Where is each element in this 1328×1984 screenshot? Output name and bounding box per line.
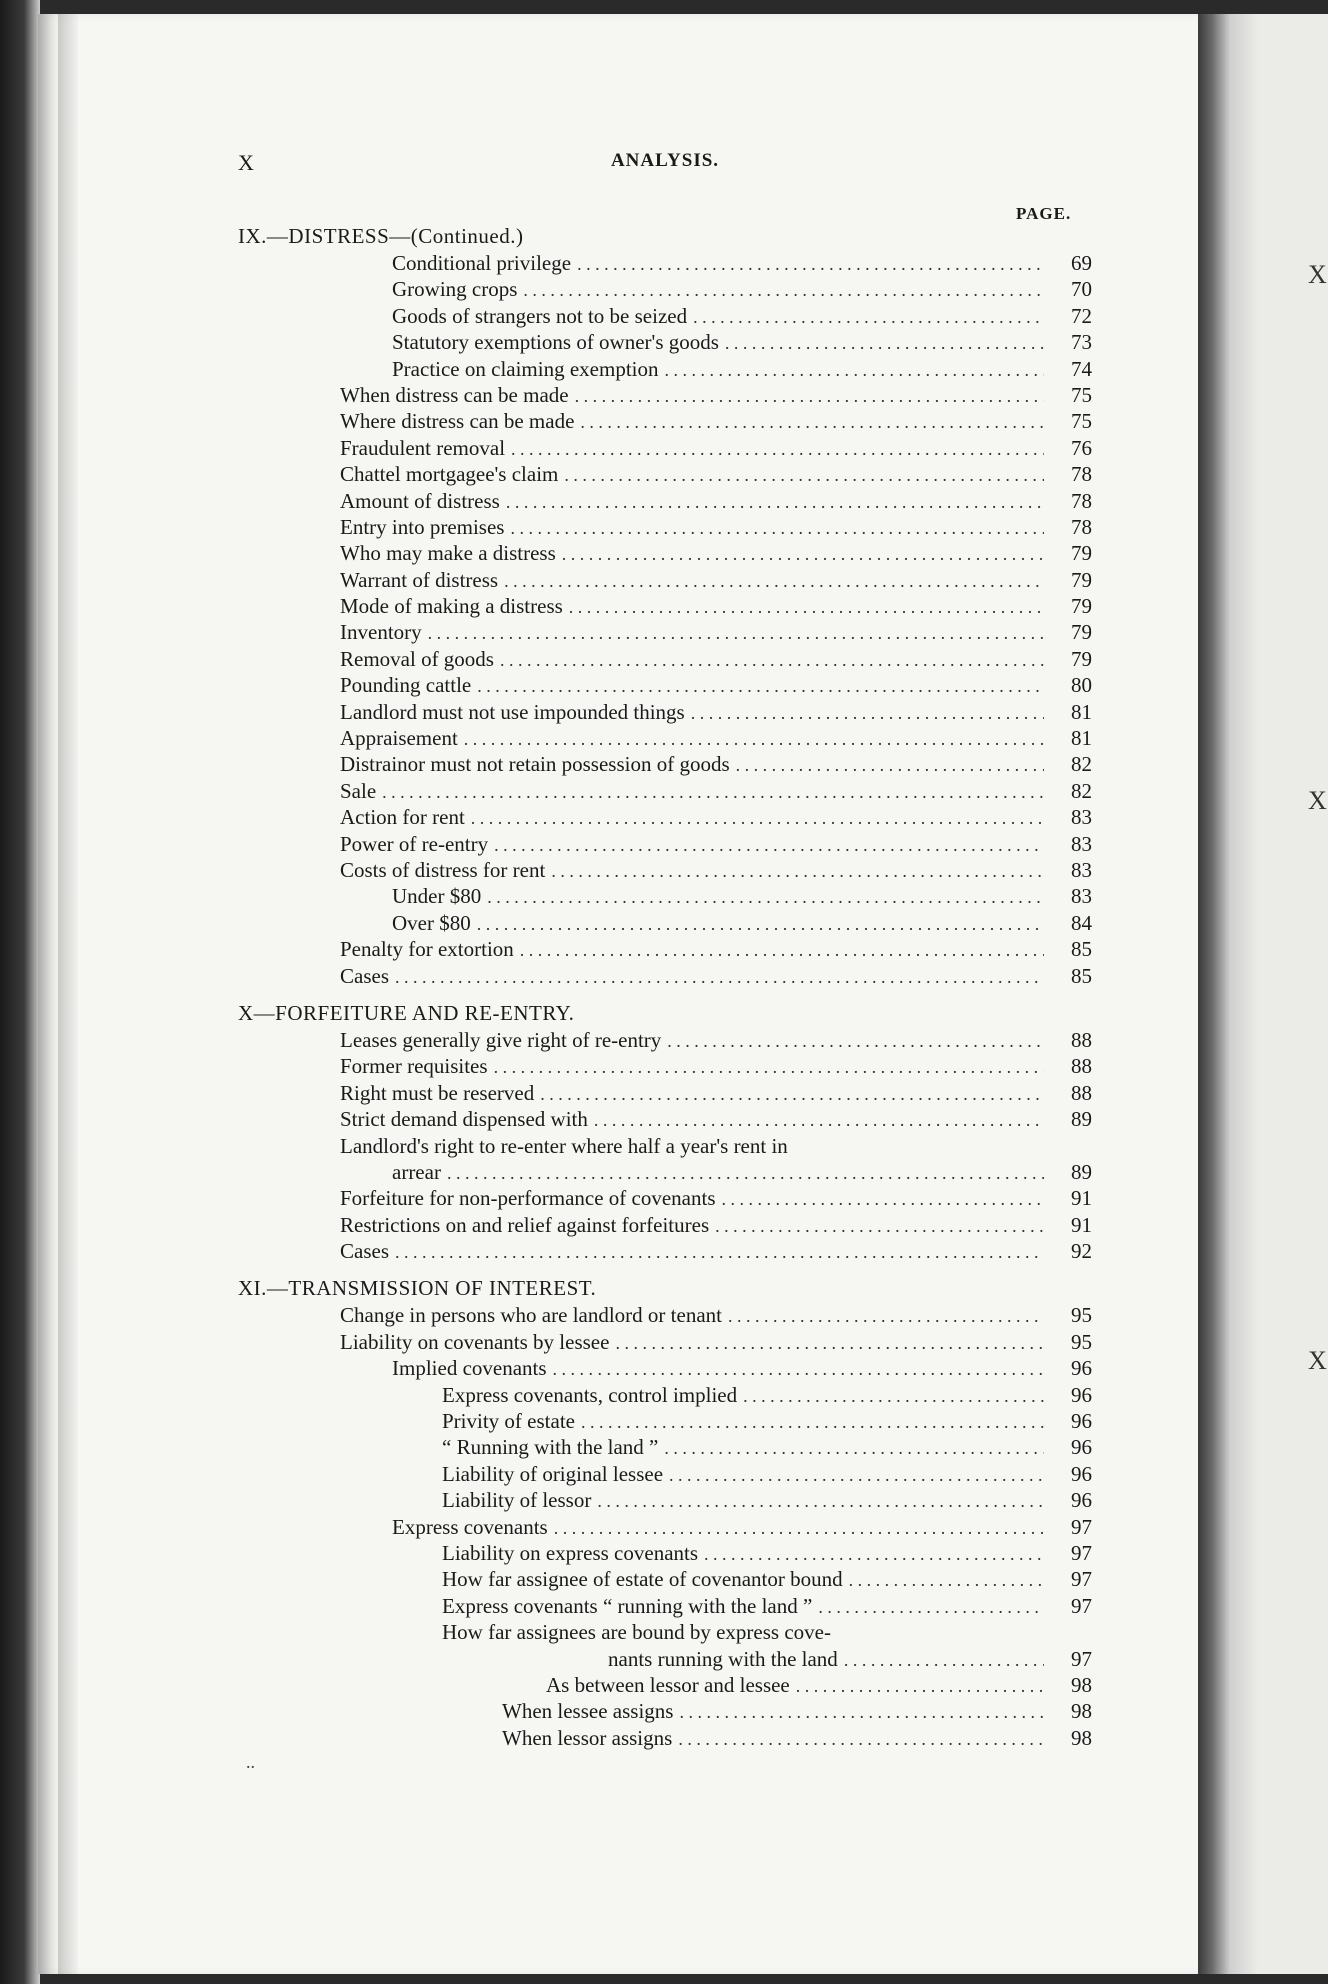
toc-entry-page: 97: [1071, 1540, 1092, 1565]
toc-entry-page: 85: [1071, 963, 1092, 988]
toc-entry-page: 76: [1071, 435, 1092, 460]
dot-leader: [523, 277, 1044, 303]
dot-leader: [511, 436, 1044, 462]
toc-entry-continuation: [238, 1646, 1092, 1672]
dot-leader: [500, 647, 1044, 673]
toc-entry-label: Leases generally give right of re-entry: [340, 1027, 662, 1052]
dot-leader: [494, 1054, 1044, 1080]
dot-leader: [447, 1160, 1044, 1186]
toc-entry: [238, 356, 1092, 382]
dot-leader: [743, 1383, 1044, 1409]
dot-leader: [562, 541, 1044, 567]
toc-entry: [238, 936, 1092, 962]
toc-entry-page: 98: [1071, 1672, 1092, 1697]
dot-leader: [844, 1647, 1044, 1673]
toc-entry-page: 96: [1071, 1488, 1092, 1513]
toc-entry-label: Liability on covenants by lessee: [340, 1329, 610, 1354]
toc-entry: [238, 408, 1092, 434]
toc-entry-page: 82: [1071, 778, 1092, 803]
toc-entry: [238, 1106, 1092, 1132]
toc-entry-label: Over $80: [392, 910, 471, 935]
toc-entry-page: 72: [1071, 303, 1092, 328]
toc-entry-page: 70: [1071, 277, 1092, 302]
adjacent-page-edge: [1198, 14, 1328, 1974]
toc-entry: [238, 1487, 1092, 1513]
toc-entry-page: 82: [1071, 752, 1092, 777]
toc-entry: [238, 540, 1092, 566]
toc-entry-page: 78: [1071, 488, 1092, 513]
section-heading: X—FORFEITURE AND RE-ENTRY.: [238, 1000, 575, 1025]
dot-leader: [691, 700, 1044, 726]
toc-entry-label: arrear: [392, 1159, 441, 1184]
toc-entry: [238, 646, 1092, 672]
toc-entry-page: 78: [1071, 514, 1092, 539]
toc-entry-page: 79: [1071, 646, 1092, 671]
dot-leader: [704, 1541, 1044, 1567]
toc-entry-label: Warrant of distress: [340, 567, 499, 592]
toc-entry-page: 96: [1071, 1409, 1092, 1434]
dot-leader: [575, 383, 1044, 409]
toc-entry-page: 84: [1071, 910, 1092, 935]
toc-entry-page: 91: [1071, 1212, 1092, 1237]
toc-entry: [238, 1698, 1092, 1724]
toc-entry-label: Under $80: [392, 884, 482, 909]
adjacent-page-fragment: X: [1308, 786, 1327, 815]
toc-entry-label: As between lessor and lessee: [546, 1672, 790, 1697]
toc-entry: [238, 1408, 1092, 1434]
toc-entry-page: 79: [1071, 541, 1092, 566]
stray-mark: ..: [246, 1752, 255, 1772]
toc-entry-label: Strict demand dispensed with: [340, 1107, 588, 1132]
toc-entry-label: Power of re-entry: [340, 831, 489, 856]
toc-entry: [238, 514, 1092, 540]
toc-entry-page: 96: [1071, 1435, 1092, 1460]
toc-entry-label: Pounding cattle: [340, 673, 472, 698]
toc-entry: [238, 1434, 1092, 1460]
toc-entry-page: 69: [1071, 251, 1092, 275]
toc-entry: [238, 1461, 1092, 1487]
toc-entry-page: 74: [1071, 356, 1092, 381]
toc-entry-label: Right must be reserved: [340, 1080, 535, 1105]
dot-leader: [669, 1462, 1044, 1488]
toc-entry: [238, 778, 1092, 804]
toc-entry-page: 98: [1071, 1699, 1092, 1724]
toc-entry-page: 91: [1071, 1186, 1092, 1211]
toc-entry-page: 83: [1071, 884, 1092, 909]
toc-entry-page: 96: [1071, 1356, 1092, 1381]
toc-entry-label: “ Running with the land ”: [442, 1435, 659, 1460]
dot-leader: [818, 1594, 1044, 1620]
dot-leader: [849, 1567, 1044, 1593]
toc-entry-label: Who may make a distress: [340, 541, 556, 566]
dot-leader: [395, 964, 1044, 990]
toc-entry-page: 89: [1071, 1159, 1092, 1184]
toc-entry: [238, 804, 1092, 830]
toc-entry-label: Amount of distress: [340, 488, 500, 513]
toc-entry: [238, 857, 1092, 883]
toc-entry: [238, 1080, 1092, 1106]
toc-entry-label: Where distress can be made: [340, 409, 575, 434]
toc-entry-label: Statutory exemptions of owner's goods: [392, 330, 719, 355]
toc-entry: [238, 699, 1092, 725]
toc-entry-label: How far assignee of estate of covenantor bound: [442, 1567, 843, 1592]
toc-entry: [238, 567, 1092, 593]
toc-entry: [238, 831, 1092, 857]
dot-leader: [577, 251, 1044, 277]
toc-entry: [238, 1672, 1092, 1698]
toc-entry-page: 97: [1071, 1567, 1092, 1592]
toc-entry-page: 75: [1071, 409, 1092, 434]
toc-entry-label: When lessor assigns: [502, 1725, 673, 1750]
toc-entry: [238, 1053, 1092, 1079]
toc-entry: [238, 1382, 1092, 1408]
page-gutter-shadow: [58, 14, 78, 1974]
toc-entry: [238, 619, 1092, 645]
toc-entry-page: 96: [1071, 1382, 1092, 1407]
toc-entry-label: When lessee assigns: [502, 1699, 674, 1724]
toc-entry: [238, 250, 1092, 276]
dot-leader: [581, 1409, 1044, 1435]
toc-entry-label: Fraudulent removal: [340, 435, 506, 460]
toc-entry-label: Goods of strangers not to be seized: [392, 303, 688, 328]
scan-edge-left: [0, 0, 40, 1984]
toc-entry-label: nants running with the land: [608, 1646, 838, 1671]
dot-leader: [569, 594, 1044, 620]
dot-leader: [580, 409, 1044, 435]
dot-leader: [667, 1028, 1044, 1054]
dot-leader: [428, 620, 1044, 646]
dot-leader: [382, 779, 1044, 805]
toc-entry-label: Privity of estate: [442, 1409, 575, 1434]
toc-entry-label: How far assignees are bound by express cove-: [442, 1620, 831, 1645]
dot-leader: [725, 330, 1044, 356]
toc-entry-label: Practice on claiming exemption: [392, 356, 659, 381]
dot-leader: [477, 673, 1044, 699]
dot-leader: [464, 726, 1044, 752]
toc-entry-label: Express covenants: [392, 1514, 548, 1539]
dot-leader: [553, 1356, 1044, 1382]
toc-entry: [238, 1540, 1092, 1566]
toc-entry: [238, 329, 1092, 355]
section-heading: IX.—DISTRESS—(Continued.): [238, 224, 524, 248]
toc-entry-label: Former requisites: [340, 1054, 488, 1079]
dot-leader: [520, 937, 1044, 963]
dot-leader: [494, 832, 1044, 858]
dot-leader: [736, 752, 1044, 778]
toc-entry: [238, 883, 1092, 909]
toc-entry-label: Cases: [340, 963, 389, 988]
adjacent-page-fragment: X: [1308, 260, 1327, 289]
toc-entry-label: Appraisement: [340, 726, 458, 751]
dot-leader: [395, 1239, 1044, 1265]
toc-entry-label: Sale: [340, 778, 377, 803]
toc-entry-page: 81: [1071, 726, 1092, 751]
dot-leader: [796, 1673, 1044, 1699]
dot-leader: [597, 1488, 1044, 1514]
toc-entry-page: 96: [1071, 1461, 1092, 1486]
table-of-contents: [238, 222, 1092, 1751]
toc-entry: [238, 1566, 1092, 1592]
dot-leader: [554, 1515, 1044, 1541]
dot-leader: [728, 1303, 1044, 1329]
toc-entry-label: Inventory: [340, 620, 422, 645]
toc-entry-label: Conditional privilege: [392, 251, 572, 275]
toc-entry-label: Express covenants, control implied: [442, 1382, 738, 1407]
toc-entry: [238, 1725, 1092, 1751]
toc-entry: [238, 488, 1092, 514]
dot-leader: [679, 1699, 1044, 1725]
toc-entry-label: Express covenants “ running with the land ”: [442, 1593, 813, 1618]
toc-entry-page: 75: [1071, 382, 1092, 407]
toc-entry-page: 81: [1071, 699, 1092, 724]
toc-entry-label: Implied covenants: [392, 1356, 547, 1381]
toc-entry-page: 88: [1071, 1027, 1092, 1052]
dot-leader: [678, 1726, 1044, 1752]
toc-entry-label: Restrictions on and relief against forfeitures: [340, 1212, 710, 1237]
adjacent-page-fragment: X: [1308, 1346, 1327, 1375]
toc-entry-label: Liability of lessor: [442, 1488, 592, 1513]
toc-entry: [238, 963, 1092, 989]
toc-entry-page: 97: [1071, 1646, 1092, 1671]
toc-entry-label: Cases: [340, 1239, 389, 1264]
dot-leader: [564, 462, 1044, 488]
toc-entry: [238, 672, 1092, 698]
toc-entry-page: 92: [1071, 1239, 1092, 1264]
toc-entry-page: 73: [1071, 330, 1092, 355]
toc-entry: [238, 1329, 1092, 1355]
toc-entry: [238, 1027, 1092, 1053]
toc-entry-label: Forfeiture for non-performance of covenants: [340, 1186, 716, 1211]
page-header: [238, 150, 1092, 184]
toc-entry: [238, 382, 1092, 408]
toc-entry-label: Change in persons who are landlord or tenant: [340, 1303, 722, 1328]
toc-entry: [238, 1133, 1092, 1159]
dot-leader: [664, 1435, 1044, 1461]
toc-entry-label: Mode of making a distress: [340, 594, 563, 619]
toc-entry-label: Penalty for extortion: [340, 937, 514, 962]
dot-leader: [665, 357, 1045, 383]
toc-entry: [238, 1212, 1092, 1238]
toc-entry: [238, 276, 1092, 302]
dot-leader: [551, 858, 1044, 884]
toc-entry-label: Entry into premises: [340, 514, 505, 539]
dot-leader: [506, 489, 1044, 515]
toc-entry: [238, 1514, 1092, 1540]
toc-entry-label: Chattel mortgagee's claim: [340, 462, 559, 487]
toc-entry: [238, 435, 1092, 461]
toc-entry-page: 95: [1071, 1303, 1092, 1328]
toc-entry-page: 98: [1071, 1725, 1092, 1750]
toc-entry: [238, 303, 1092, 329]
section-heading: XI.—TRANSMISSION OF INTEREST.: [238, 1276, 597, 1301]
toc-entry-page: 97: [1071, 1514, 1092, 1539]
toc-entry: [238, 1238, 1092, 1264]
toc-entry: [238, 1593, 1092, 1619]
dot-leader: [477, 911, 1044, 937]
dot-leader: [471, 805, 1044, 831]
toc-entry: [238, 461, 1092, 487]
toc-entry-label: Costs of distress for rent: [340, 857, 546, 882]
toc-entry-label: Landlord's right to re-enter where half a year's rent in: [340, 1133, 788, 1158]
toc-entry-page: 95: [1071, 1329, 1092, 1354]
toc-entry-label: Removal of goods: [340, 646, 494, 671]
toc-entry-page: 88: [1071, 1054, 1092, 1079]
dot-leader: [487, 884, 1044, 910]
toc-entry-page: 97: [1071, 1593, 1092, 1618]
toc-entry: [238, 751, 1092, 777]
dot-leader: [504, 568, 1044, 594]
running-head: ANALYSIS.: [610, 150, 720, 171]
toc-entry-label: Liability on express covenants: [442, 1540, 699, 1565]
toc-entry: [238, 1302, 1092, 1328]
dot-leader: [540, 1081, 1044, 1107]
toc-entry-page: 78: [1071, 462, 1092, 487]
toc-entry-page: 83: [1071, 831, 1092, 856]
toc-entry-page: 79: [1071, 594, 1092, 619]
toc-entry-label: When distress can be made: [340, 382, 569, 407]
toc-entry-label: Landlord must not use impounded things: [340, 699, 685, 724]
dot-leader: [594, 1107, 1044, 1133]
toc-entry-label: Distrainor must not retain possession of goods: [340, 752, 730, 777]
dot-leader: [615, 1330, 1044, 1356]
toc-entry-page: 83: [1071, 805, 1092, 830]
toc-entry-label: Liability of original lessee: [442, 1461, 664, 1486]
toc-entry: [238, 910, 1092, 936]
toc-entry: [238, 1355, 1092, 1381]
toc-entry: [238, 1619, 1092, 1645]
page-column-label: PAGE.: [1016, 204, 1072, 223]
toc-entry-continuation: [238, 1159, 1092, 1185]
toc-entry-label: Action for rent: [340, 805, 465, 830]
toc-entry-label: Growing crops: [392, 277, 518, 302]
dot-leader: [715, 1213, 1044, 1239]
toc-entry: [238, 725, 1092, 751]
dot-leader: [510, 515, 1044, 541]
toc-entry-page: 89: [1071, 1107, 1092, 1132]
toc-entry-page: 79: [1071, 567, 1092, 592]
toc-entry: [238, 593, 1092, 619]
toc-entry: [238, 1185, 1092, 1211]
toc-entry-page: 85: [1071, 937, 1092, 962]
page-number: X: [238, 150, 254, 175]
toc-entry-page: 79: [1071, 620, 1092, 645]
toc-entry-page: 83: [1071, 857, 1092, 882]
dot-leader: [693, 304, 1044, 330]
toc-entry-page: 88: [1071, 1080, 1092, 1105]
toc-entry-page: 80: [1071, 673, 1092, 698]
dot-leader: [722, 1186, 1044, 1212]
